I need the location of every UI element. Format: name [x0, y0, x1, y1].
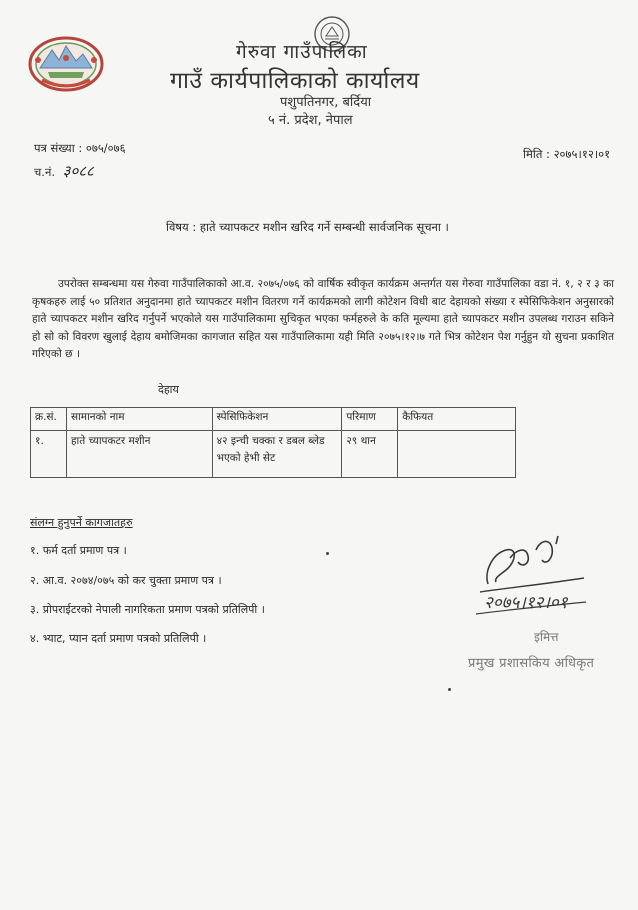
- table-cell: १.: [31, 431, 67, 478]
- table-cell: ४२ इन्ची चक्का र डबल ब्लेड भएको हेभी सेट: [212, 431, 342, 478]
- table-cell: [398, 431, 516, 478]
- speck-mark: [448, 688, 451, 691]
- signature-mark: [466, 532, 596, 632]
- annex-label: देहाय: [158, 383, 179, 396]
- table-header-cell: परिमाण: [342, 408, 398, 431]
- table-header-cell: सामानको नाम: [66, 408, 212, 431]
- letter-date: मिति : २०७५।१२।०१: [523, 147, 611, 161]
- dispatch-handwritten-number: ३०८८: [62, 162, 94, 180]
- office-title: गाउँ कार्यपालिकाको कार्यालय: [170, 68, 420, 94]
- table-header-cell: क्र.सं.: [31, 408, 67, 431]
- dispatch-number: [34, 161, 94, 181]
- table-header-row: [31, 408, 516, 431]
- subject-line: विषय : हाते च्यापकटर मशीन खरिद गर्ने सम्बन्धी सार्वजनिक सूचना ।: [166, 220, 449, 234]
- document-item: ३. प्रोपराईटरको नेपाली नागरिकता प्रमाण पत्रको प्रतिलिपी ।: [30, 603, 265, 616]
- notice-body: उपरोक्त सम्बन्धमा यस गेरुवा गाउँपालिकाको आ.व. २०७५/०७६ को वार्षिक स्वीकृत कार्यक्रम अन्तर्गत यस गेरुवा गाउँपालिका वडा नं. १, २ र ३ का कृषकहरु लाई ५० प्रतिशत अनुदानमा हाते च्यापकटर मशीन वितरण गर्ने कार्यक्रमको लागी कोटेशन विधी बाट देहायको संख्या र स्पेसिफिकेशन अनुसारको हाते च्यापकटर मशीन खरिद गर्नुपर्ने भएकोले यस गाउँपालिकामा सुचिकृत भएका फर्महरुले के कति मूल्यमा हाते च्यापकटर मशीन उपलब्ध गराउन सकिने हो सो को विवरण खुलाई देहाय बमोजिमका कागजात सहित यस गाउँपालिकामा यही मिति २०७५।१२।७ गते भित्र कोटेशन पेश गर्नुहुन यो सुचना प्रकाशित गरिएको छ ।: [32, 278, 614, 361]
- document-item: १. फर्म दर्ता प्रमाण पत्र ।: [30, 544, 127, 557]
- reference-number: पत्र संख्या : ०७५/०७६: [34, 141, 126, 155]
- office-place: पशुपतिनगर, बर्दिया: [280, 95, 372, 110]
- municipality-name: गेरुवा गाउँपालिका: [236, 41, 368, 63]
- document-item: २. आ.व. २०७४/०७५ को कर चुक्ता प्रमाण पत्र ।: [30, 574, 222, 587]
- table-cell: २९ थान: [342, 431, 398, 478]
- documents-heading: संलग्न हुनुपर्ने कागजातहरु: [30, 516, 133, 529]
- signatory-name: इमित्त: [534, 630, 559, 644]
- items-table: [30, 407, 516, 478]
- signatory-title: प्रमुख प्रशासकिय अधिकृत: [468, 656, 595, 671]
- table-header-cell: कैफियत: [398, 408, 516, 431]
- office-province: ५ नं. प्रदेश, नेपाल: [268, 113, 353, 128]
- document-item: ४. भ्याट, प्यान दर्ता प्रमाण पत्रको प्रतिलिपी ।: [30, 632, 207, 645]
- table-cell: हाते च्यापकटर मशीन: [66, 431, 212, 478]
- table-row: [31, 431, 516, 478]
- nepal-emblem-icon: [26, 34, 106, 94]
- signature-date: २०७५।१२।०१: [484, 593, 568, 613]
- table-header-cell: स्पेसिफिकेशन: [212, 408, 342, 431]
- speck-mark: [326, 552, 329, 555]
- dispatch-label: च.नं.: [34, 165, 55, 179]
